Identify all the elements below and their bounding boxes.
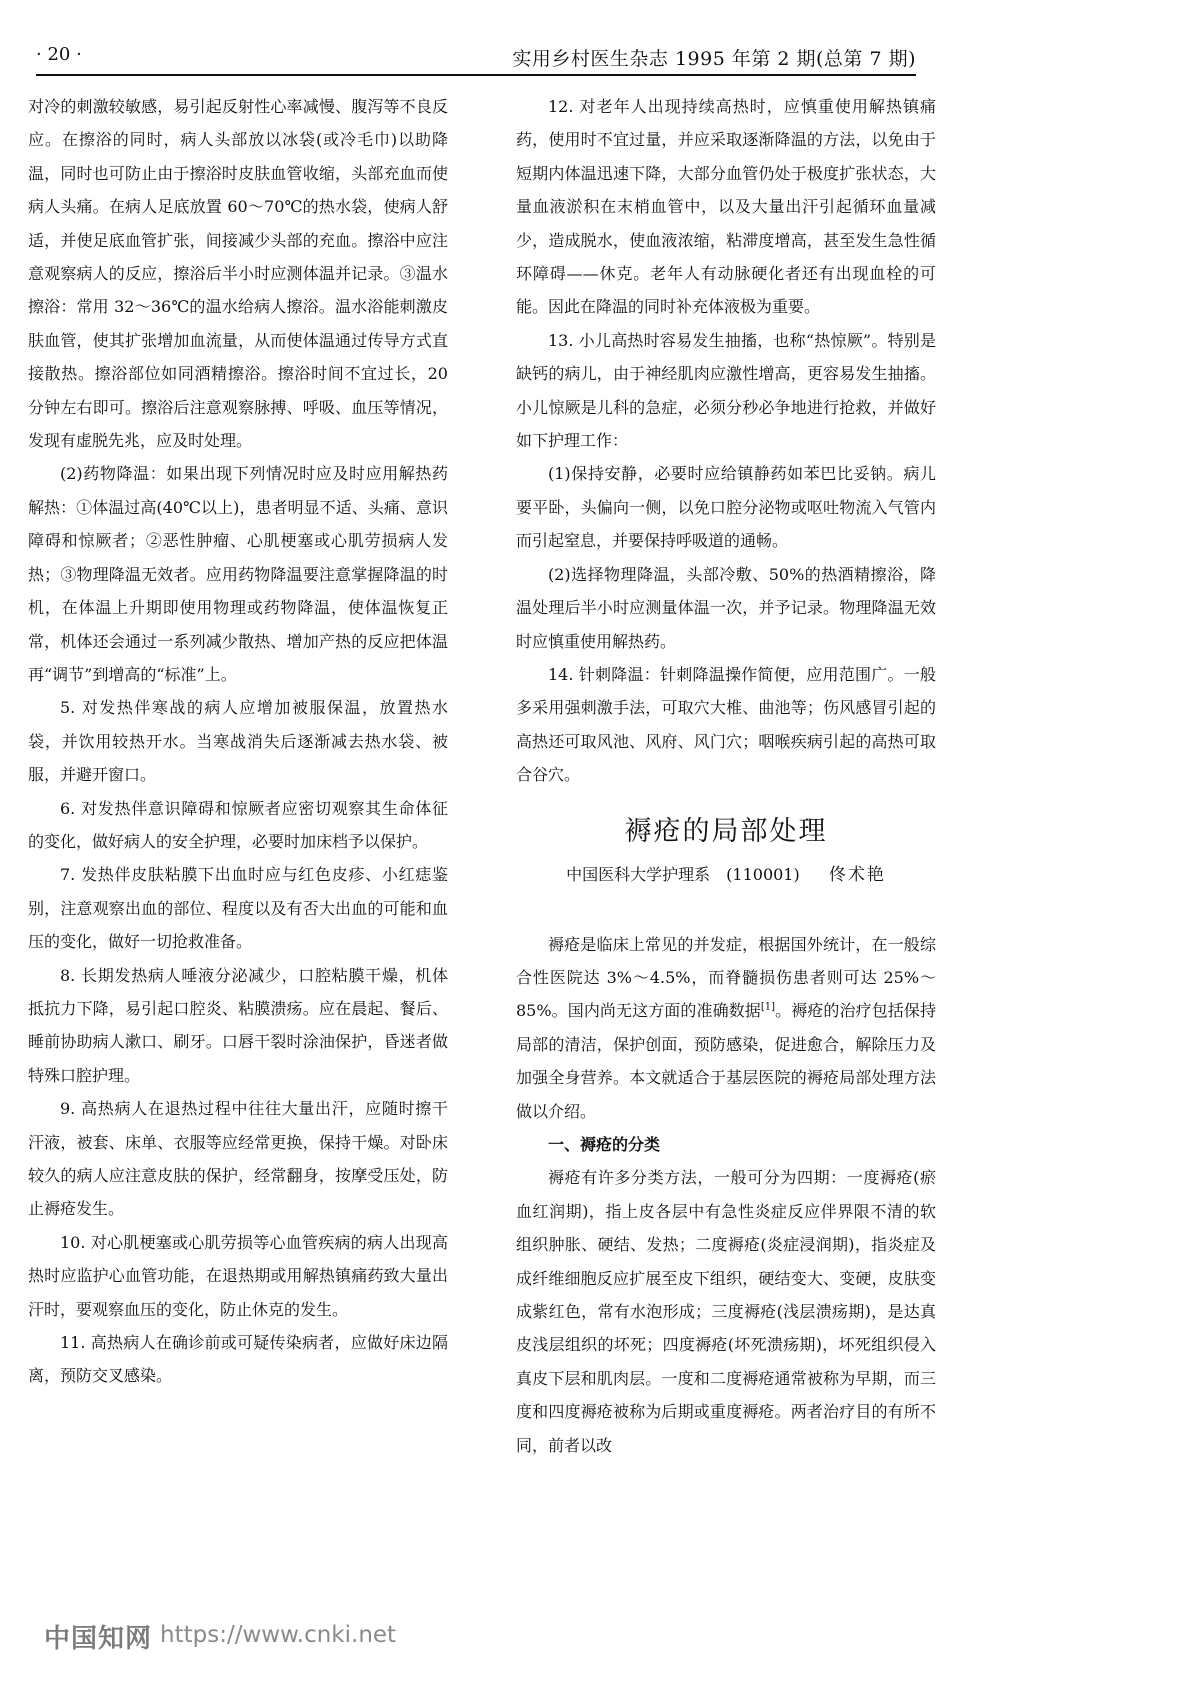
cnki-url: https://www.cnki.net [160,1622,397,1648]
author-name: 佟术艳 [828,864,886,885]
paragraph: 对冷的刺激较敏感，易引起反射性心率减慢、腹泻等不良反应。在擦浴的同时，病人头部放以冰袋(或冷毛巾)以助降温，同时也可防止由于擦浴时皮肤血管收缩，头部充血而使病人头痛。在病人足底放置 60～70℃的热水袋，使病人舒适，并使足底血管扩张，间接减少头部的充血。擦浴中应注意观察病人的反应，擦浴后半小时应测体温并记录。③温水擦浴：常用 32～36℃的温水给病人擦浴。温水浴能刺激皮肤血管，使其扩张增加血流量，从而使体温通过传导方式直接散热。擦浴部位如同酒精擦浴。擦浴时间不宜过长，20 分钟左右即可。擦浴后注意观察脉搏、呼吸、血压等情况，发现有虚脱先兆，应及时处理。 [28,97,448,451]
affiliation: 中国医科大学护理系 (110001) [566,864,800,884]
paragraph: 11. 高热病人在确诊前或可疑传染病者，应做好床边隔离，预防交叉感染。 [28,1333,448,1386]
left-column [28,90,448,1393]
paragraph: 6. 对发热伴意识障碍和惊厥者应密切观察其生命体征的变化，做好病人的安全护理，必要时加床档予以保护。 [28,798,448,851]
paragraph: 8. 长期发热病人唾液分泌减少，口腔粘膜干燥，机体抵抗力下降，易引起口腔炎、粘膜溃疡。应在晨起、餐后、睡前协助病人漱口、刷牙。口唇干裂时涂油保护，昏迷者做特殊口腔护理。 [28,965,448,1085]
paragraph: 13. 小儿高热时容易发生抽搐，也称“热惊厥”。特别是缺钙的病儿，由于神经肌肉应激性增高，更容易发生抽搐。小儿惊厥是儿科的急症，必须分秒必争地进行抢救，并做好如下护理工作： [516,330,936,451]
article-intro [516,928,936,1128]
section-body: 褥疮有许多分类方法，一般可分为四期：一度褥疮(瘀血红润期)，指上皮各层中有急性炎症反应伴界限不清的软组织肿胀、硬结、发热；二度褥疮(炎症浸润期)，指炎症及成纤维细胞反应扩展至皮下组织，硬结变大、变硬，皮肤变成紫红色，常有水泡形成；三度褥疮(浅层溃疡期)，是达真皮浅层组织的坏死；四度褥疮(坏死溃疡期)，坏死组织侵入真皮下层和肌肉层。一度和二度褥疮通常被称为早期，而三度和四度褥疮被称为后期或重度褥疮。两者治疗目的有所不同，前者以改 [516,1168,936,1455]
paragraph: (2)选择物理降温，头部冷敷、50%的热酒精擦浴，降温处理后半小时应测量体温一次，并予记录。物理降温无效时应慎重使用解热药。 [516,564,936,651]
paragraph: 9. 高热病人在退热过程中往往大量出汗，应随时擦干汗液，被套、床单、衣服等应经常更换，保持干燥。对卧床较久的病人应注意皮肤的保护，经常翻身，按摩受压处，防止褥疮发生。 [28,1099,448,1219]
intro-text: 褥疮是临床上常见的并发症，根据国外统计，在一般综合性医院达 3%～4.5%，而脊髓损伤患者则可达 25%～85%。国内尚无这方面的准确数据 [516,934,936,1021]
page-number: · 20 · [36,44,82,65]
cnki-logo: 中国知网 [44,1624,153,1654]
journal-title: 实用乡村医生杂志 1995 年第 2 期(总第 7 期) [512,48,916,70]
right-column [516,90,936,1462]
intro-text-cont: 。褥疮的治疗包括保持局部的清洁，保护创面，预防感染，促进愈合，解除压力及加强全身营养。本文就适合于基层医院的褥疮局部处理方法做以介绍。 [516,1001,936,1121]
paragraph: 12. 对老年人出现持续高热时，应慎重使用解热镇痛药，使用时不宜过量，并应采取逐渐降温的方法，以免由于短期内体温迅速下降，大部分血管仍处于极度扩张状态，大量血液淤积在末梢血管中，以及大量出汗引起循环血量减少，造成脱水，使血液浓缩，粘滞度增高，甚至发生急性循环障碍——休克。老年人有动脉硬化者还有出现血栓的可能。因此在降温的同时补充体液极为重要。 [516,97,936,317]
paragraph: 5. 对发热伴寒战的病人应增加被服保温，放置热水袋，并饮用较热开水。当寒战消失后逐渐减去热水袋、被服，并避开窗口。 [28,698,448,785]
paragraph: 7. 发热伴皮肤粘膜下出血时应与红色皮疹、小红痣鉴别，注意观察出血的部位、程度以及有否大出血的可能和血压的变化，做好一切抢救准备。 [28,865,448,952]
page-header [36,44,916,76]
paragraph: (2)药物降温：如果出现下列情况时应及时应用解热药解热：①体温过高(40℃以上)，患者明显不适、头痛、意识障碍和惊厥者；②恶性肿瘤、心肌梗塞或心肌劳损病人发热；③物理降温无效者。应用药物降温要注意掌握降温的时机，在体温上升期即使用物理或药物降温，使体温恢复正常，机体还会通过一系列减少散热、增加产热的反应把体温再“调节”到增高的“标准”上。 [28,464,448,684]
article-title: 褥疮的局部处理 [624,815,828,847]
paragraph: (1)保持安静，必要时应给镇静药如苯巴比妥钠。病儿要平卧，头偏向一侧，以免口腔分泌物或呕吐物流入气管内而引起窒息，并要保持呼吸道的通畅。 [516,464,936,551]
paragraph: 14. 针刺降温：针刺降温操作简便，应用范围广。一般多采用强刺激手法，可取穴大椎、曲池等；伤风感冒引起的高热还可取风池、风府、风门穴；咽喉疾病引起的高热可取合谷穴。 [516,664,936,785]
section-heading: 一、褥疮的分类 [548,1134,661,1154]
reference-mark: [1] [760,1002,776,1014]
paragraph: 10. 对心肌梗塞或心肌劳损等心血管疾病的病人出现高热时应监护心血管功能，在退热期或用解热镇痛药致大量出汗时，要观察血压的变化，防止休克的发生。 [28,1232,448,1319]
article-byline [516,860,936,890]
